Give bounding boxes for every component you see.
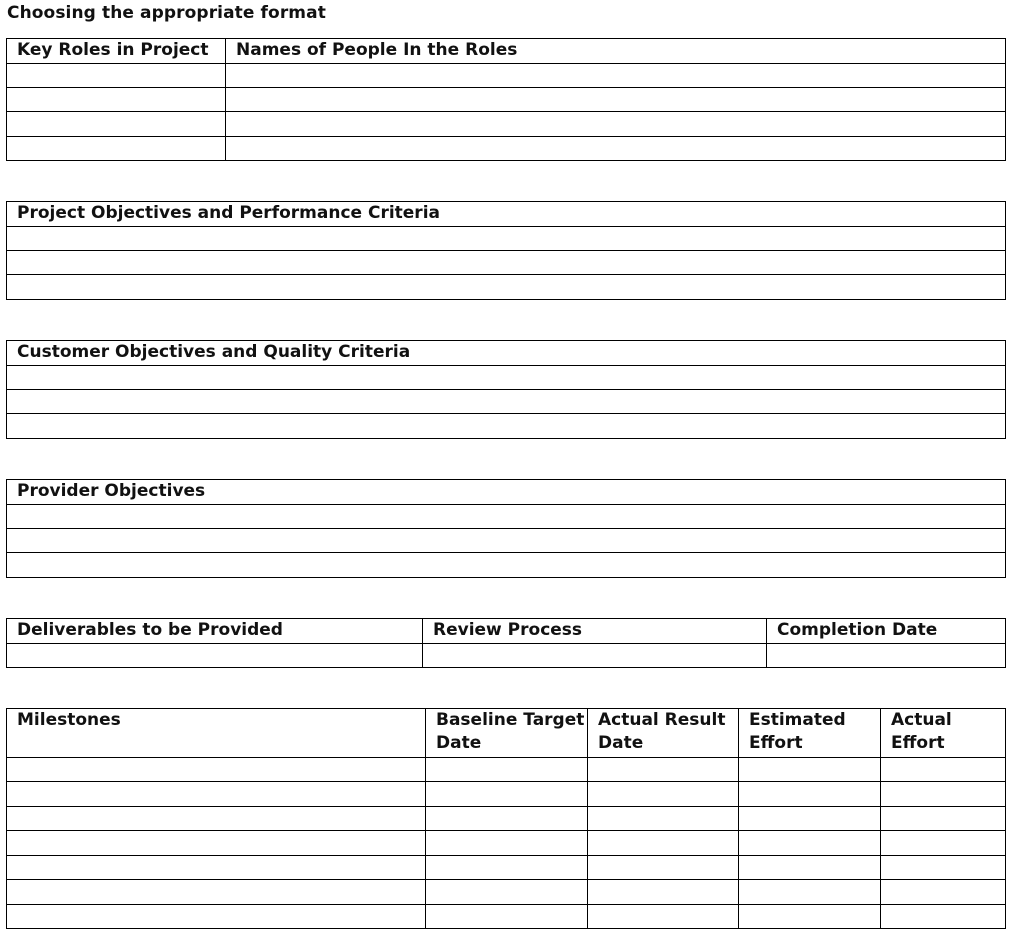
table-cell[interactable] [7,390,1006,414]
table-row [7,905,1006,929]
table-cell[interactable] [739,905,881,929]
table-row [7,880,1006,905]
table-cell[interactable] [426,831,588,856]
table-row [7,553,1006,578]
deliverables-table [6,618,1006,668]
customer-objectives-header: Customer Objectives and Quality Criteria [7,341,1006,366]
table-cell[interactable] [881,880,1006,905]
table-row [7,64,1006,88]
table-cell[interactable] [881,758,1006,782]
table-cell[interactable] [7,251,1006,275]
table-cell[interactable] [426,905,588,929]
table-cell[interactable] [226,137,1006,161]
table-row [7,505,1006,529]
table-cell[interactable] [588,782,739,807]
table-row [7,112,1006,137]
table-row [7,807,1006,831]
table-cell[interactable] [588,831,739,856]
table-cell[interactable] [7,137,226,161]
table-cell[interactable] [588,807,739,831]
table-cell[interactable] [7,807,426,831]
table-cell[interactable] [588,880,739,905]
table-cell[interactable] [767,644,1006,668]
table-cell[interactable] [7,758,426,782]
table-row [7,529,1006,553]
table-row [7,227,1006,251]
baseline-target-date-header: Baseline Target Date [426,709,588,758]
table-cell[interactable] [7,905,426,929]
project-objectives-table [6,201,1006,300]
table-row [7,390,1006,414]
key-roles-table [6,38,1006,161]
table-cell[interactable] [7,64,226,88]
table-row [7,856,1006,880]
table-cell[interactable] [881,905,1006,929]
table-cell[interactable] [426,856,588,880]
deliverables-header: Deliverables to be Provided [7,619,423,644]
table-row [7,644,1006,668]
actual-effort-header: Actual Effort [881,709,1006,758]
table-row [7,831,1006,856]
table-cell[interactable] [7,553,1006,578]
table-cell[interactable] [7,880,426,905]
table-row [7,88,1006,112]
table-cell[interactable] [7,529,1006,553]
table-cell[interactable] [7,112,226,137]
table-cell[interactable] [7,88,226,112]
table-cell[interactable] [226,112,1006,137]
table-row [7,275,1006,300]
provider-objectives-header: Provider Objectives [7,480,1006,505]
table-row [7,782,1006,807]
table-cell[interactable] [423,644,767,668]
table-cell[interactable] [881,782,1006,807]
milestones-table [6,708,1006,929]
table-row [7,414,1006,439]
table-row [7,251,1006,275]
table-cell[interactable] [588,856,739,880]
actual-result-date-header: Actual Result Date [588,709,739,758]
table-cell[interactable] [881,807,1006,831]
review-process-header: Review Process [423,619,767,644]
table-cell[interactable] [739,782,881,807]
table-cell[interactable] [739,856,881,880]
key-roles-header: Key Roles in Project [7,39,226,64]
milestones-header: Milestones [7,709,426,758]
table-cell[interactable] [7,227,1006,251]
table-cell[interactable] [739,880,881,905]
names-of-people-header: Names of People In the Roles [226,39,1006,64]
table-cell[interactable] [881,856,1006,880]
table-cell[interactable] [426,880,588,905]
table-cell[interactable] [226,88,1006,112]
table-cell[interactable] [226,64,1006,88]
table-cell[interactable] [739,807,881,831]
table-cell[interactable] [739,758,881,782]
table-cell[interactable] [7,505,1006,529]
project-objectives-header: Project Objectives and Performance Criteria [7,202,1006,227]
page-title: Choosing the appropriate format [7,3,326,23]
table-cell[interactable] [739,831,881,856]
table-cell[interactable] [7,856,426,880]
estimated-effort-header: Estimated Effort [739,709,881,758]
table-row [7,758,1006,782]
table-cell[interactable] [881,831,1006,856]
completion-date-header: Completion Date [767,619,1006,644]
table-cell[interactable] [7,831,426,856]
table-cell[interactable] [426,782,588,807]
table-cell[interactable] [588,758,739,782]
table-cell[interactable] [7,275,1006,300]
customer-objectives-table [6,340,1006,439]
provider-objectives-table [6,479,1006,578]
table-cell[interactable] [7,644,423,668]
table-cell[interactable] [7,414,1006,439]
table-cell[interactable] [7,782,426,807]
table-cell[interactable] [426,758,588,782]
table-row [7,137,1006,161]
table-cell[interactable] [588,905,739,929]
table-row [7,366,1006,390]
table-cell[interactable] [426,807,588,831]
table-cell[interactable] [7,366,1006,390]
